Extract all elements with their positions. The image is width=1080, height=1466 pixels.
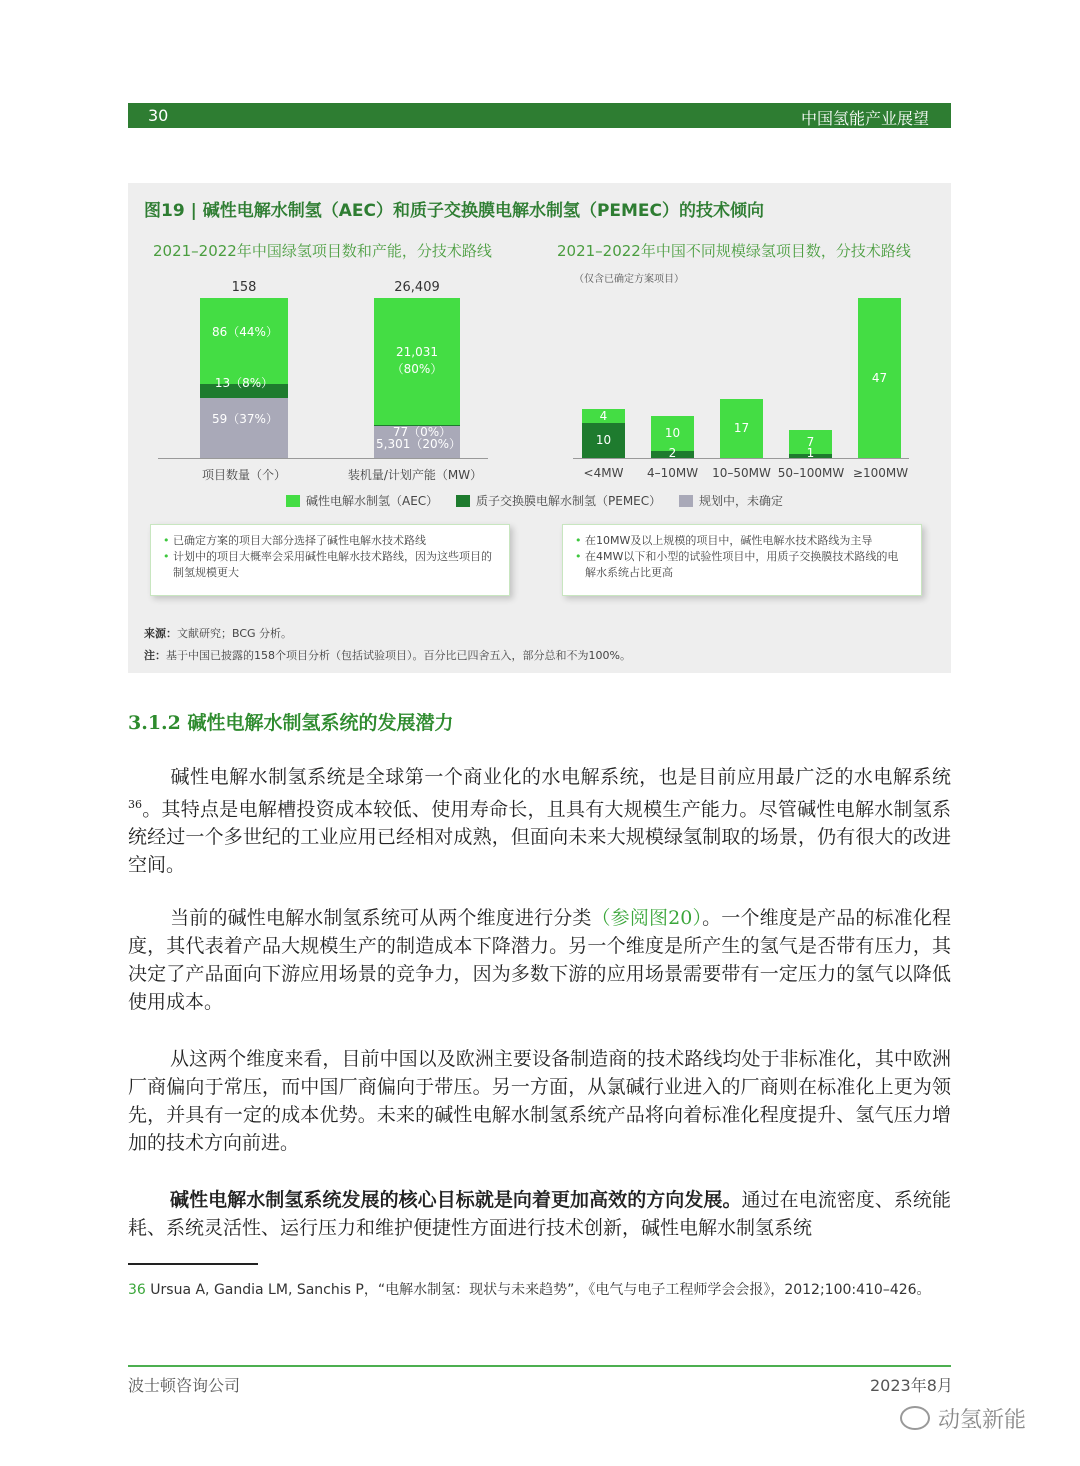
label-capacity-aec: 21,031（80%）: [391, 345, 443, 376]
paragraph-4: 碱性电解水制氢系统发展的核心目标就是向着更加高效的方向发展。通过在电流密度、系统能耗、系统灵活性、运行压力和维护便捷性方面进行技术创新，碱性电解水制氢系统: [128, 1189, 951, 1239]
legend-swatch-aec: [286, 495, 300, 507]
left-chart: [150, 278, 495, 482]
right-chart-baseline: [573, 458, 909, 459]
left-takeaway-1: • 已确定方案的项目大部分选择了碱性电解水技术路线: [163, 533, 497, 549]
label-capacity-planned: 5,301（20%）: [376, 437, 462, 451]
footer-divider: [128, 1365, 951, 1367]
x-label-lt4: <4MW: [583, 466, 624, 480]
watermark: 动氢新能: [900, 1403, 1026, 1434]
bar-total-projects: 158: [231, 280, 257, 295]
right-chart-note: （仅含已确定方案项目）: [574, 274, 684, 285]
left-takeaway-2: • 计划中的项目大概率会采用碱性电解水技术路线，因为这些项目的制氢规模更大: [163, 549, 497, 581]
left-takeaways: [150, 524, 510, 596]
label-4to10-aec: 10: [664, 426, 681, 440]
right-takeaways: [562, 524, 922, 596]
label-lt4-pemec: 10: [595, 433, 612, 447]
label-projects-aec: 86（44%）: [212, 325, 278, 339]
label-capacity-pemec: 77（0%）: [392, 425, 452, 439]
footer-date: 2023年8月: [870, 1376, 953, 1395]
left-chart-subtitle: 2021–2022年中国绿氢项目数和产能，分技术路线: [153, 242, 492, 260]
footer-company: 波士顿咨询公司: [128, 1376, 241, 1395]
x-label-4to10: 4–10MW: [646, 466, 699, 480]
bar-total-capacity: 26,409: [394, 280, 440, 295]
legend-swatch-planned: [679, 495, 693, 507]
right-chart: [565, 290, 915, 480]
bar-projects-aec: [200, 298, 288, 384]
label-10to50-aec: 17: [733, 421, 750, 435]
label-50to100-pemec: 1: [806, 446, 815, 460]
legend-item-pemec: 质子交换膜电解水制氢（PEMEC）: [456, 494, 661, 508]
paragraph-1: 碱性电解水制氢系统是全球第一个商业化的水电解系统，也是目前应用最广泛的水电解系统$^{36}$。其特点是电解槽投资成本较低、使用寿命长，且具有大规模生产能力。尽管碱性电解水制氢系统经过一个多世纪的工业应用已经相对成熟，但面向未来大规模绿氢制取的场景，仍有很大的改进空间。: [128, 766, 951, 877]
bar-projects-planned: [200, 398, 288, 458]
right-takeaway-1: • 在10MW及以上规模的项目中，碱性电解水技术路线为主导: [575, 533, 909, 549]
x-label-50to100: 50–100MW: [777, 466, 845, 480]
footnote: 36 Ursua A, Gandia LM, Sanchis P，“电解水制氢：现状与未来趋势”，《电气与电子工程师学会会报》，2012;100:410–426。: [128, 1282, 931, 1298]
label-projects-planned: 59（37%）: [212, 412, 278, 426]
legend-item-planned: 规划中，未确定: [679, 494, 783, 508]
label-projects-pemec: 13（8%）: [214, 376, 274, 390]
paragraph-3: 从这两个维度来看，目前中国以及欧洲主要设备制造商的技术路线均处于非标准化，其中欧洲厂商偏向于常压，而中国厂商偏向于带压。另一方面，从氯碱行业进入的厂商则在标准化上更为领先，并具有一定的成本优势。未来的碱性电解水制氢系统产品将向着标准化程度提升、氢气压力增加的技术方向前进。: [128, 1048, 951, 1154]
label-4to10-pemec: 2: [668, 446, 677, 460]
x-label-projects: 项目数量（个）: [201, 468, 286, 482]
figure-source: 来源：文献研究；BCG 分析。 注：基于中国已披露的158个项目分析（包括试验项目）。百分比已四舍五入，部分总和不为100%。: [144, 627, 631, 662]
figure-title: 图19 | 碱性电解水制氢（AEC）和质子交换膜电解水制氢（PEMEC）的技术倾向: [144, 201, 765, 221]
page-header: [128, 103, 951, 128]
left-chart-baseline: [158, 458, 488, 459]
section-heading: 3.1.2 碱性电解水制氢系统的发展潜力: [128, 712, 454, 734]
footnote-divider: [128, 1263, 258, 1265]
label-lt4-aec: 4: [599, 409, 608, 423]
paragraph-2: 当前的碱性电解水制氢系统可从两个维度进行分类（参阅图20）。一个维度是产品的标准化程度，其代表着产品大规模生产的制造成本下降潜力。另一个维度是所产生的氢气是否带有压力，其决定了产品面向下游应用场景的竞争力，因为多数下游的应用场景需要带有一定压力的氢气以降低使用成本。: [128, 907, 951, 1013]
page-number: 30: [148, 106, 169, 125]
report-title: 中国氢能产业展望: [800, 109, 929, 128]
label-gte100-aec: 47: [871, 371, 888, 385]
x-label-10to50: 10–50MW: [712, 466, 771, 480]
right-chart-subtitle: 2021–2022年中国不同规模绿氢项目数，分技术路线: [557, 242, 911, 260]
x-label-gte100: ≥100MW: [852, 466, 909, 480]
figure-reference-link[interactable]: （参阅图20）: [591, 907, 703, 929]
chart-legend: [286, 492, 797, 509]
legend-item-aec: 碱性电解水制氢（AEC）: [286, 494, 438, 508]
label-50to100-aec: 7: [806, 435, 815, 449]
legend-swatch-pemec: [456, 495, 470, 507]
x-label-capacity: 装机量/计划产能（MW）: [347, 468, 483, 482]
right-takeaway-2: • 在4MW以下和小型的试验性项目中，用质子交换膜技术路线的电解水系统占比更高: [575, 549, 909, 581]
wechat-icon: [900, 1406, 930, 1430]
